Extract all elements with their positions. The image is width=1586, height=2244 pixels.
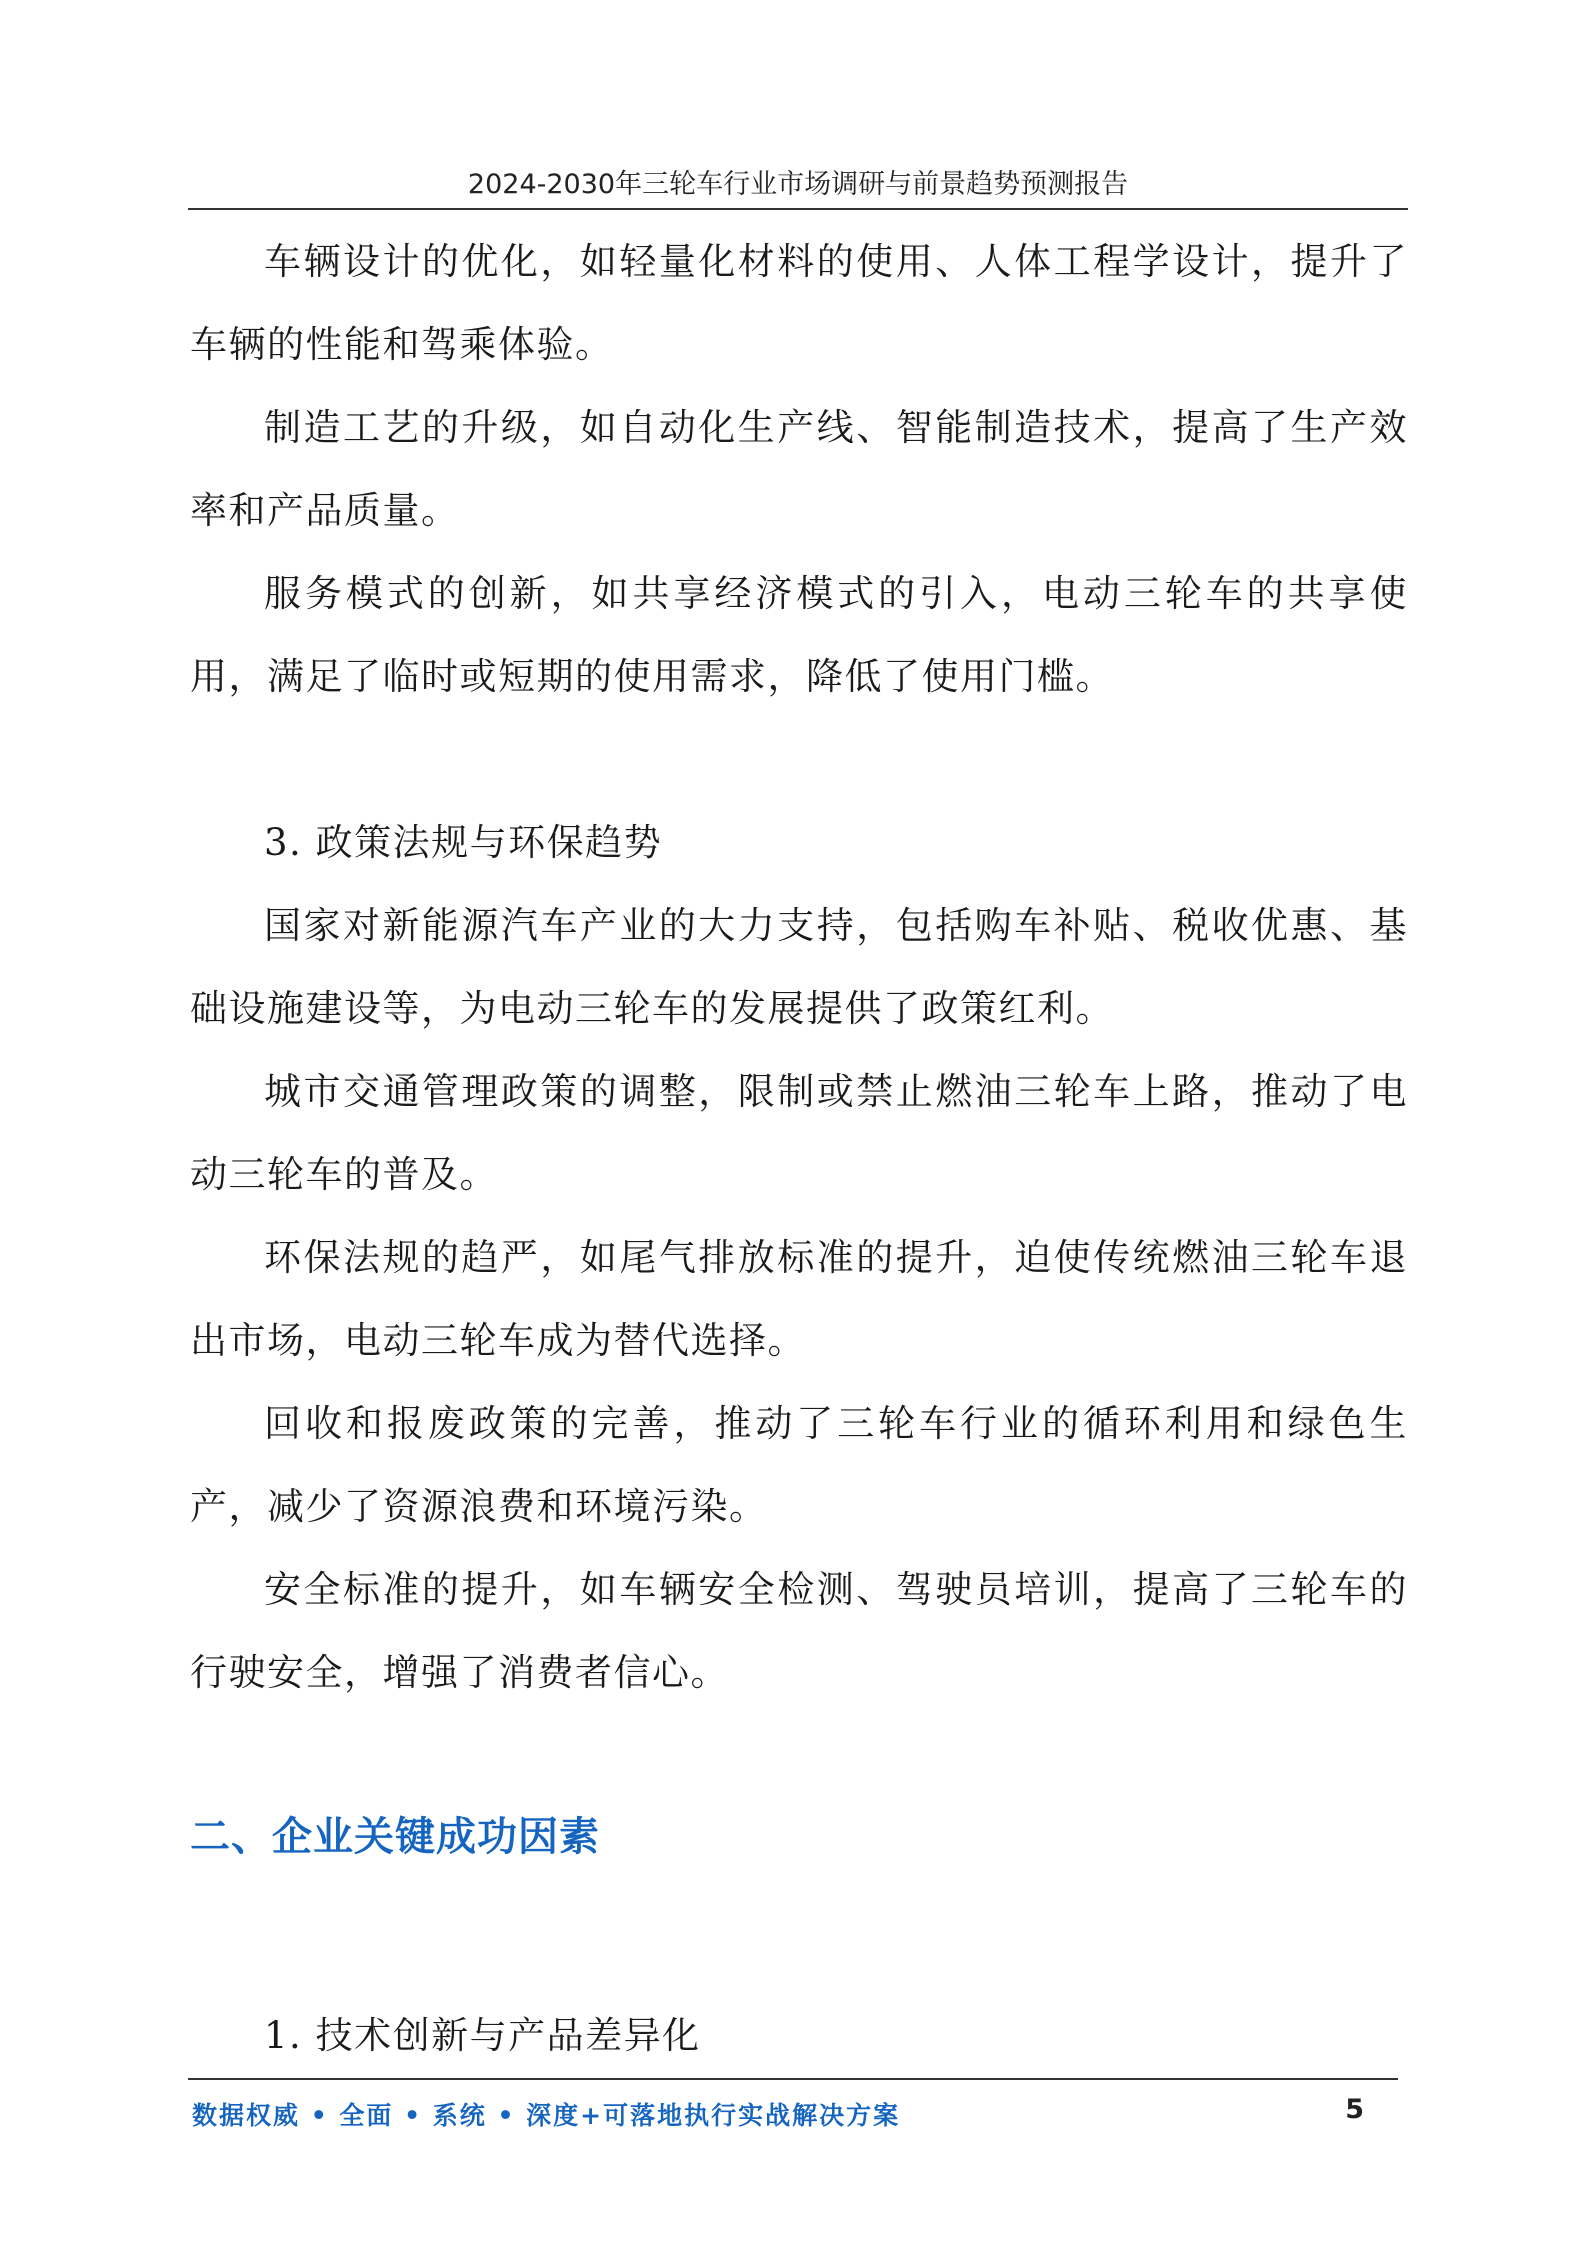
paragraph: 城市交通管理政策的调整，限制或禁止燃油三轮车上路，推动了电动三轮车的普及。 bbox=[190, 1070, 1408, 1196]
spacer bbox=[190, 1714, 1408, 1792]
spacer bbox=[190, 718, 1408, 801]
body-content bbox=[190, 220, 1408, 2077]
chapter-title: 二、企业关键成功因素 bbox=[190, 1814, 600, 1860]
spacer bbox=[190, 1882, 1408, 1994]
subsection-heading: 3. 政策法规与环保趋势 bbox=[264, 821, 663, 864]
footer-slogan: 数据权威 • 全面 • 系统 • 深度+可落地执行实战解决方案 bbox=[192, 2101, 901, 2130]
paragraph: 车辆设计的优化，如轻量化材料的使用、人体工程学设计，提升了车辆的性能和驾乘体验。 bbox=[190, 240, 1408, 366]
paragraph: 回收和报废政策的完善，推动了三轮车行业的循环利用和绿色生产，减少了资源浪费和环境污染。 bbox=[190, 1402, 1408, 1528]
paragraph: 环保法规的趋严，如尾气排放标准的提升，迫使传统燃油三轮车退出市场，电动三轮车成为替代选择。 bbox=[190, 1236, 1408, 1362]
paragraph: 服务模式的创新，如共享经济模式的引入，电动三轮车的共享使用，满足了临时或短期的使用需求，降低了使用门槛。 bbox=[190, 572, 1408, 698]
paragraph: 国家对新能源汽车产业的大力支持，包括购车补贴、税收优惠、基础设施建设等，为电动三轮车的发展提供了政策红利。 bbox=[190, 904, 1408, 1030]
paragraph: 制造工艺的升级，如自动化生产线、智能制造技术，提高了生产效率和产品质量。 bbox=[190, 406, 1408, 532]
subsection-heading: 1. 技术创新与产品差异化 bbox=[264, 2014, 701, 2057]
report-header-title: 2024-2030年三轮车行业市场调研与前景趋势预测报告 bbox=[467, 169, 1129, 200]
header-divider bbox=[188, 208, 1408, 210]
paragraph: 安全标准的提升，如车辆安全检测、驾驶员培训，提高了三轮车的行驶安全，增强了消费者信心。 bbox=[190, 1568, 1408, 1694]
footer-divider bbox=[188, 2078, 1398, 2080]
page-number: 5 bbox=[1345, 2094, 1364, 2125]
